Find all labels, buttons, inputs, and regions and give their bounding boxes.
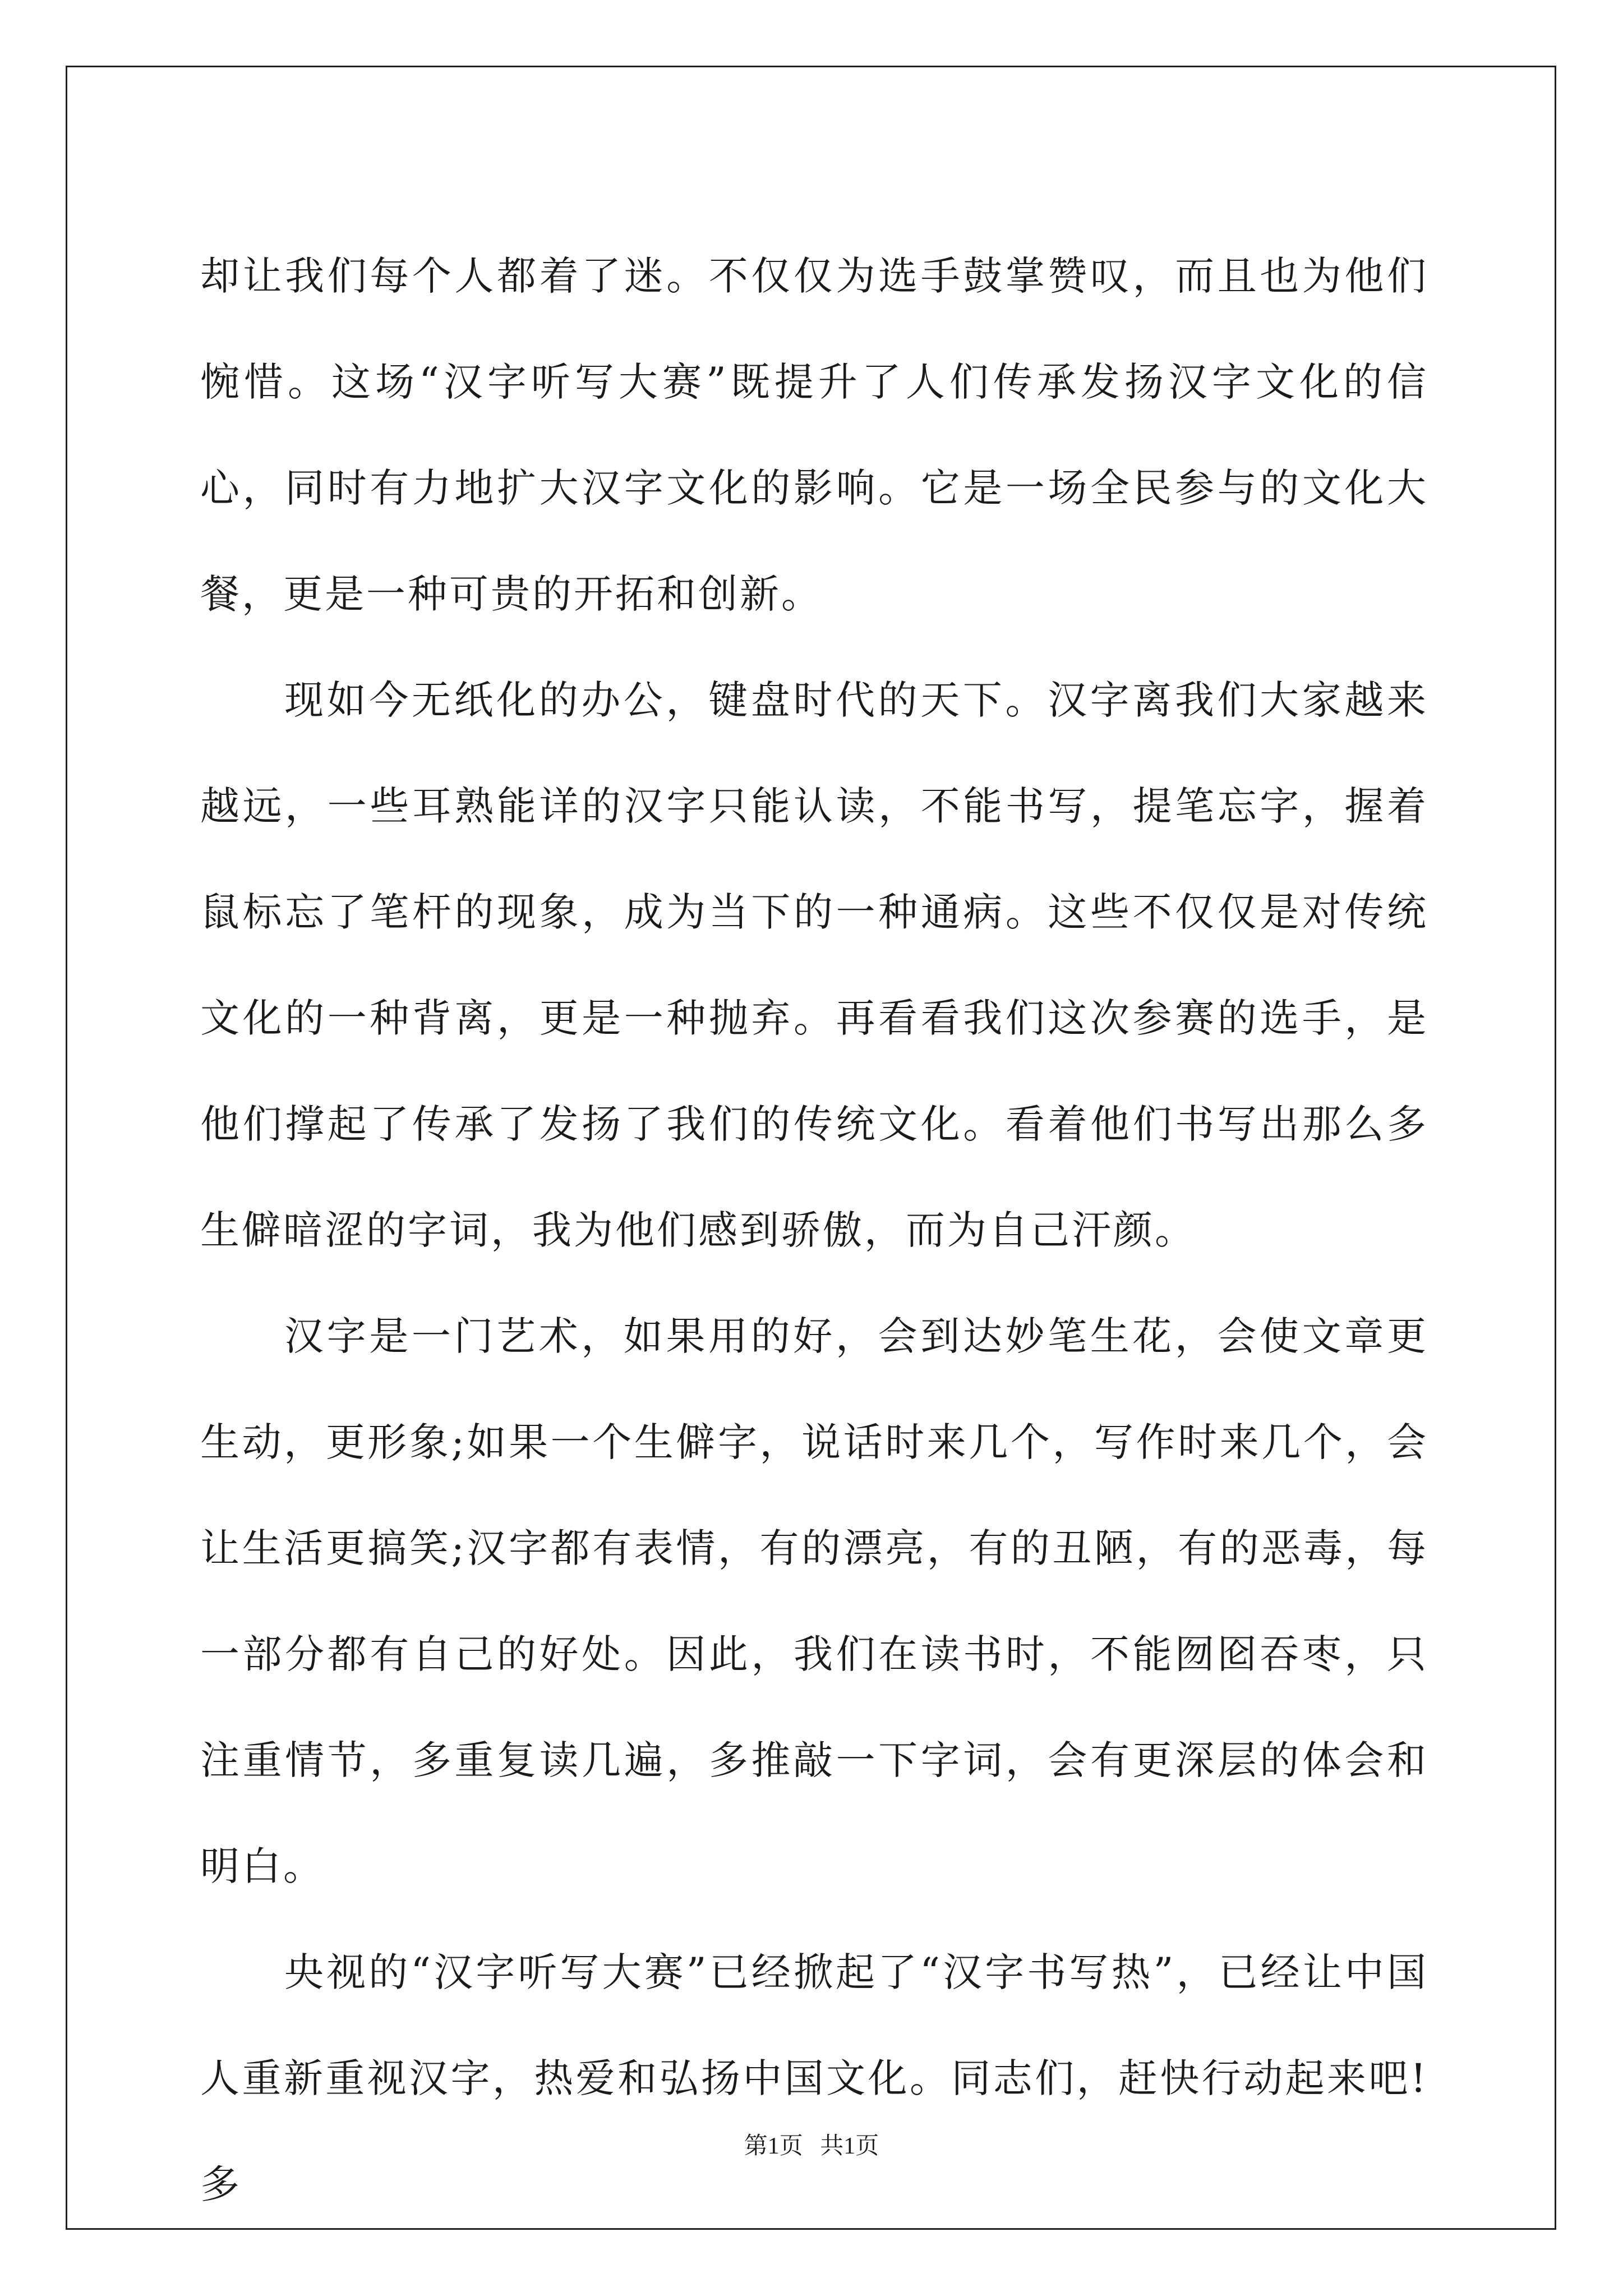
paragraph-3: 汉字是一门艺术，如果用的好，会到达妙笔生花，会使文章更生动，更形象;如果一个生僻字，说话时来几个，写作时来几个，会让生活更搞笑;汉字都有表情，有的漂亮，有的丑陋，有的恶毒，每一部分都有自己的好处。因此，我们在读书时，不能囫囵吞枣，只注重情节，多重复读几遍，多推敲一下字词，会有更深层的体会和明白。 [200, 1313, 1428, 1889]
document-body [200, 223, 1428, 2238]
page-number: 第1页 [744, 2133, 803, 2159]
paragraph-2: 现如今无纸化的办公，键盘时代的天下。汉字离我们大家越来越远，一些耳熟能详的汉字只能认读，不能书写，提笔忘字，握着鼠标忘了笔杆的现象，成为当下的一种通病。这些不仅仅是对传统文化的一种背离，更是一种抛弃。再看看我们这次参赛的选手，是他们撑起了传承了发扬了我们的传统文化。看着他们书写出那么多生僻暗涩的字词，我为他们感到骄傲，而为自己汗颜。 [200, 677, 1428, 1253]
paragraph-1: 却让我们每个人都着了迷。不仅仅为选手鼓掌赞叹，而且也为他们惋惜。这场“汉字听写大赛”既提升了人们传承发扬汉字文化的信心，同时有力地扩大汉字文化的影响。它是一场全民参与的文化大餐，更是一种可贵的开拓和创新。 [200, 253, 1428, 617]
page-total: 共1页 [820, 2133, 879, 2159]
page-footer [0, 2127, 1623, 2161]
paragraph-4: 央视的“汉字听写大赛”已经掀起了“汉字书写热”，已经让中国人重新重视汉字，热爱和弘扬中国文化。同志们，赶快行动起来吧!多 [200, 1949, 1428, 2207]
